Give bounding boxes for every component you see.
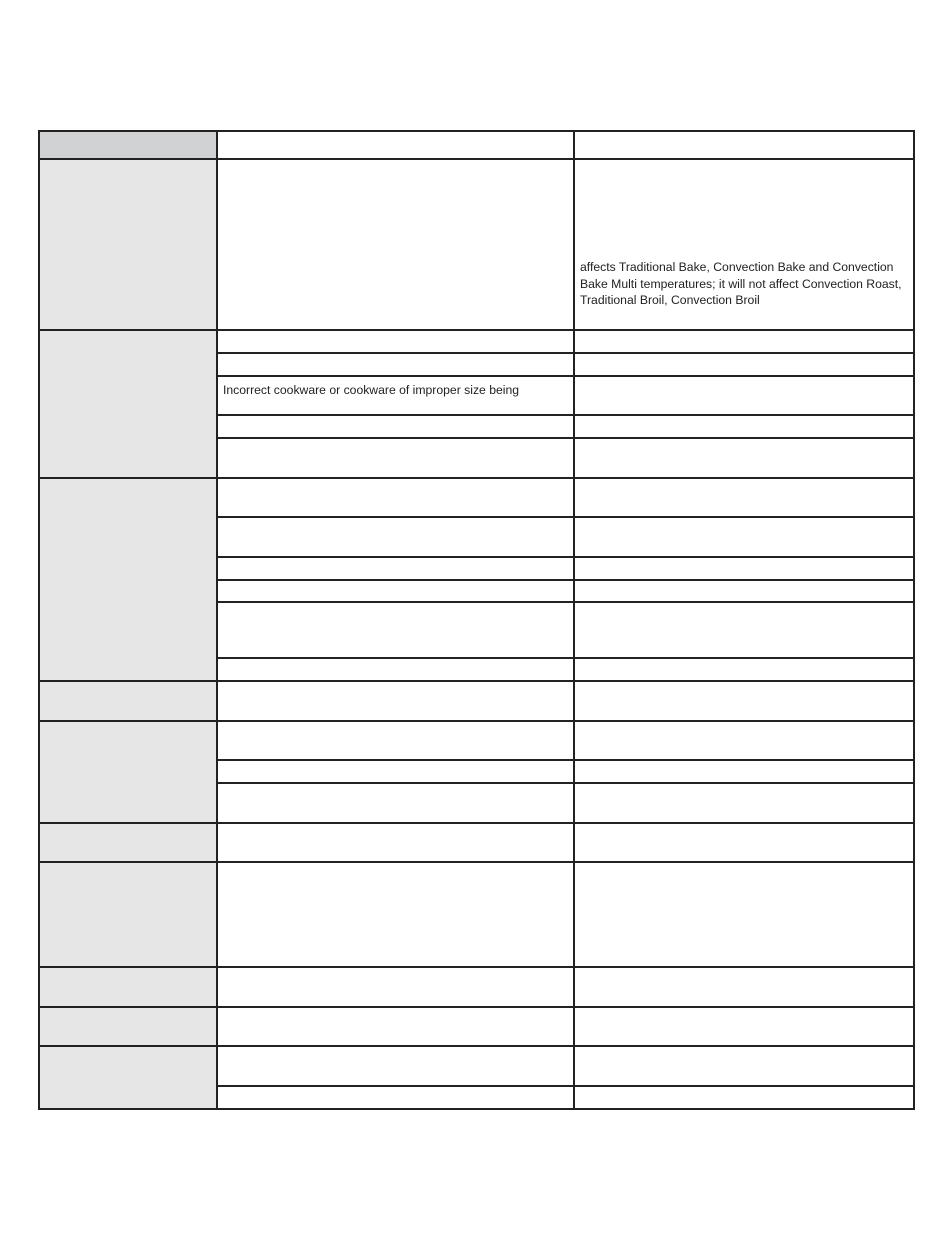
solution-cell [574, 602, 914, 658]
solution-cell [574, 478, 914, 517]
solution-cell [574, 438, 914, 478]
problem-cell [39, 330, 217, 478]
cause-cell [217, 438, 574, 478]
header-problem-cell [39, 131, 217, 159]
solution-cell [574, 330, 914, 353]
cause-cell [217, 478, 574, 517]
cause-cell [217, 330, 574, 353]
solution-cell [574, 1046, 914, 1086]
cause-cell [217, 862, 574, 967]
solution-cell [574, 580, 914, 602]
solution-cell [574, 681, 914, 721]
cause-cell [217, 353, 574, 376]
cause-cell [217, 557, 574, 580]
problem-cell [39, 967, 217, 1007]
problem-cell [39, 823, 217, 862]
solution-cell [574, 760, 914, 783]
solution-text-offset: affects Traditional Bake, Convection Bake and Convection Bake Multi temperatures; it will not affect Convection Roast, Traditional Broil, Convection Broil [580, 260, 902, 307]
cause-cell [217, 823, 574, 862]
cause-cell [217, 721, 574, 760]
cause-text-incorrect-cookware: Incorrect cookware or cookware of improper size being [223, 383, 520, 397]
table-row [39, 721, 914, 760]
cause-cell [217, 967, 574, 1007]
solution-cell [574, 415, 914, 438]
solution-cell [574, 783, 914, 823]
solution-cell [574, 862, 914, 967]
solution-cell [574, 376, 914, 415]
cause-cell [217, 602, 574, 658]
cause-cell [217, 658, 574, 681]
solution-cell [574, 1086, 914, 1109]
table-row [39, 478, 914, 517]
table-row [39, 967, 914, 1007]
solution-cell [574, 517, 914, 557]
table-row [39, 1046, 914, 1086]
problem-cell [39, 478, 217, 681]
solution-cell [574, 1007, 914, 1046]
cause-cell [217, 580, 574, 602]
cause-cell [217, 376, 574, 415]
problem-cell [39, 1007, 217, 1046]
cause-cell [217, 517, 574, 557]
table-row [39, 1007, 914, 1046]
table-row [39, 330, 914, 353]
problem-cell [39, 1046, 217, 1109]
cause-cell [217, 760, 574, 783]
table-row [39, 862, 914, 967]
solution-cell [574, 967, 914, 1007]
solution-cell [574, 721, 914, 760]
problem-cell [39, 862, 217, 967]
solution-cell [574, 159, 914, 330]
problem-cell [39, 721, 217, 823]
cause-cell [217, 1046, 574, 1086]
cause-cell [217, 1007, 574, 1046]
header-cause-cell [217, 131, 574, 159]
table-header-row [39, 131, 914, 159]
troubleshooting-table [38, 130, 915, 1110]
cause-cell [217, 783, 574, 823]
problem-cell [39, 681, 217, 721]
solution-cell [574, 658, 914, 681]
solution-cell [574, 823, 914, 862]
cause-cell [217, 159, 574, 330]
table-row [39, 159, 914, 330]
solution-cell [574, 353, 914, 376]
problem-cell [39, 159, 217, 330]
cause-cell [217, 415, 574, 438]
cause-cell [217, 681, 574, 721]
solution-cell [574, 557, 914, 580]
table-row [39, 681, 914, 721]
cause-cell [217, 1086, 574, 1109]
header-solution-cell [574, 131, 914, 159]
table-row [39, 823, 914, 862]
